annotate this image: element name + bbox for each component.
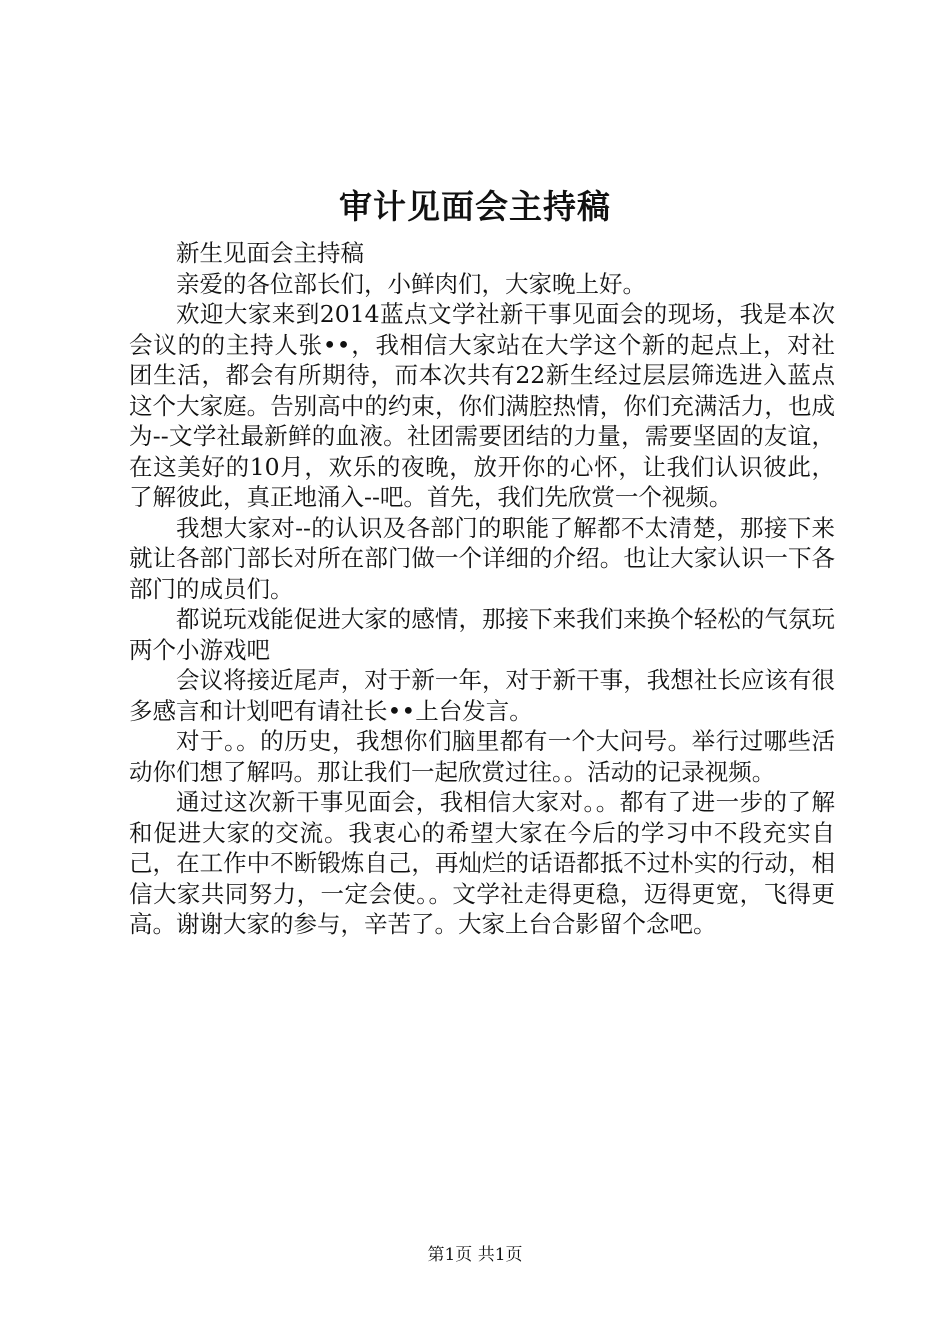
page-number-footer: 第1页 共1页: [427, 1245, 523, 1265]
document-title: 审计见面会主持稿: [339, 187, 611, 226]
paragraph-subtitle: 新生见面会主持稿: [176, 239, 364, 267]
document-body: [129, 238, 835, 940]
paragraph-department-intro: 我想大家对--的认识及各部门的职能了解都不太清楚，那接下来就让各部门部长对所在部门做一个详细的介绍。也让大家认识一下各部门的成员们。: [129, 513, 835, 603]
paragraph-games: 都说玩戏能促进大家的感情，那接下来我们来换个轻松的气氛玩两个小游戏吧: [129, 605, 835, 664]
paragraph-history: 对于。。的历史，我想你们脑里都有一个大问号。举行过哪些活动你们想了解吗。那让我们一起欣赏过往。。活动的记录视频。: [129, 727, 835, 786]
paragraph-closing: 通过这次新干事见面会，我相信大家对。。都有了进一步的了解和促进大家的交流。我衷心的希望大家在今后的学习中不段充实自己，在工作中不断锻炼自己，再灿烂的话语都抵不过朴实的行动，相信大家共同努力，一定会使。。文学社走得更稳，迈得更宽，飞得更高。谢谢大家的参与，辛苦了。大家上台合影留个念吧。: [129, 788, 835, 938]
paragraph-welcome: 欢迎大家来到2014蓝点文学社新干事见面会的现场，我是本次会议的的主持人张••，我相信大家站在大学这个新的起点上，对社团生活，都会有所期待，而本次共有22新生经过层层筛选进入蓝点这个大家庭。告别高中的约束，你们满腔热情，你们充满活力，也成为--文学社最新鲜的血液。社团需要团结的力量，需要坚固的友谊，在这美好的10月，欢乐的夜晚，放开你的心怀，让我们认识彼此，了解彼此，真正地涌入--吧。首先，我们先欣赏一个视频。: [129, 300, 835, 511]
paragraph-greeting: 亲爱的各位部长们，小鲜肉们，大家晚上好。: [176, 269, 646, 298]
paragraph-president-speech: 会议将接近尾声，对于新一年，对于新干事，我想社长应该有很多感言和计划吧有请社长••上台发言。: [129, 666, 835, 725]
